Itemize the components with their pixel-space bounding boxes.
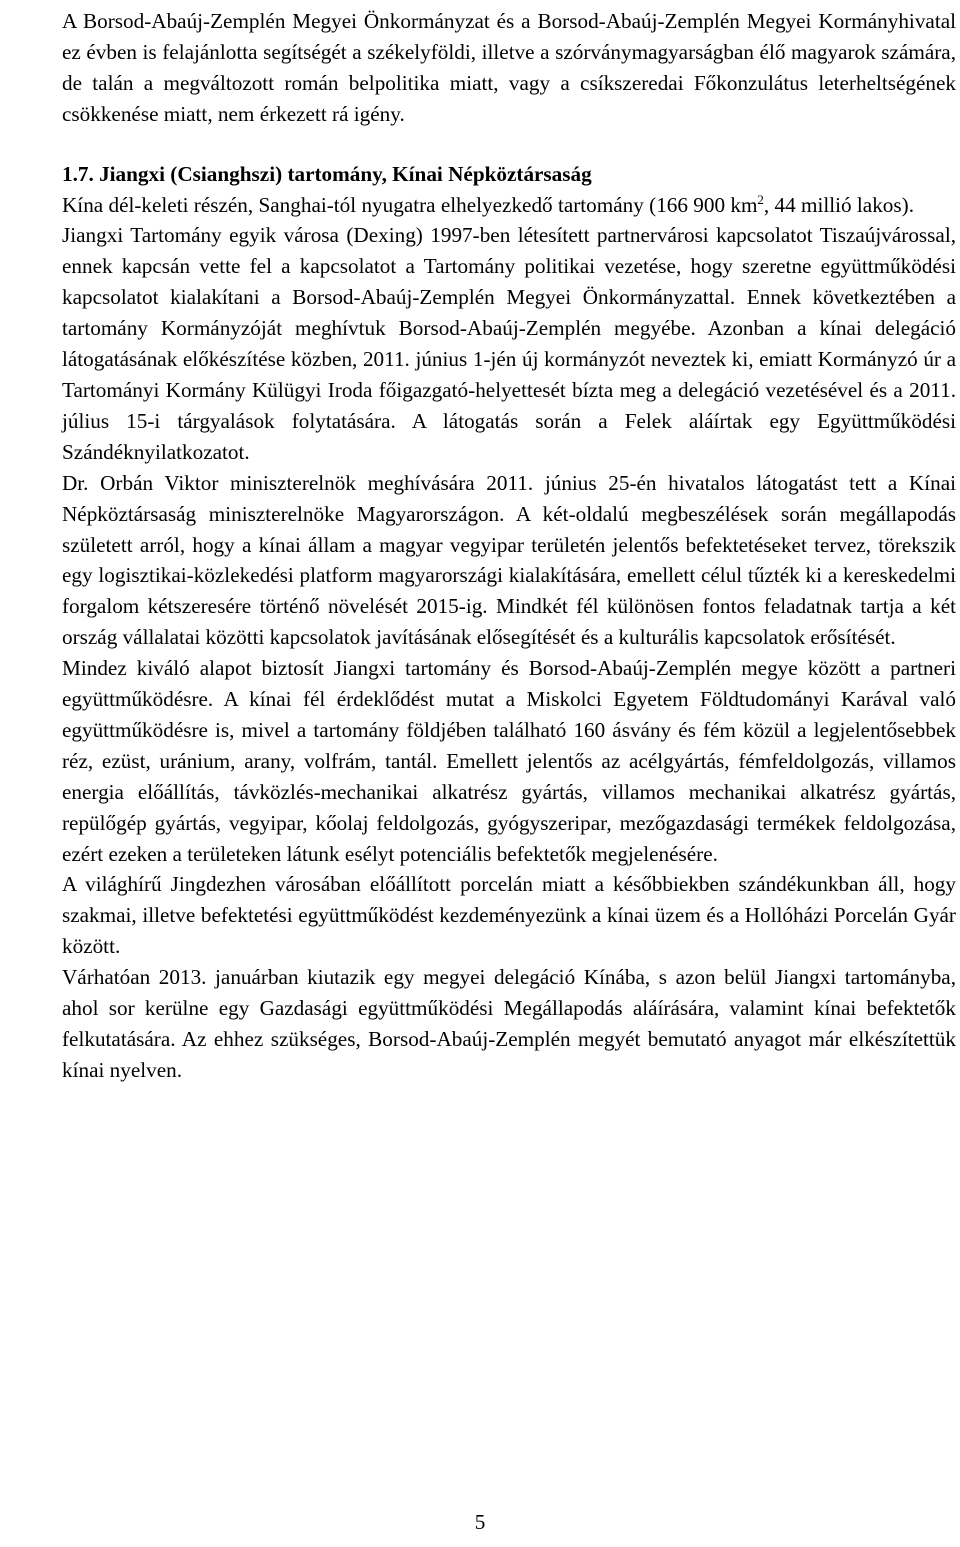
- page-number: 5: [474, 1510, 486, 1534]
- body-paragraph-5: Várhatóan 2013. januárban kiutazik egy megyei delegáció Kínába, s azon belül Jiangxi tartományba, ahol sor kerülne egy Gazdasági együttműködési Megállapodás aláírására, valamint kínai befektetők felkutatására. Az ehhez szükséges, Borsod-Abaúj-Zemplén megyét bemutató anyagot már elkészítettük kínai nyelven.: [62, 965, 956, 1082]
- section-summary: [62, 190, 956, 221]
- body-paragraph-2: Dr. Orbán Viktor miniszterelnök meghívására 2011. június 25-én hivatalos látogatást tett a Kínai Népköztársaság miniszterelnöke Magyarországon. A két-oldalú megbeszélések során megállapodás született arról, hogy a kínai állam a magyar vegyipar területén jelentős befektetéseket tervez, törekszik egy logisztikai-közlekedési platform magyarországi kialakítására, emellett célul tűzték ki a kereskedelmi forgalom kétszeresére történő növelését 2015-ig. Mindkét fél különösen fontos feladatnak tartja a két ország vállalatai közötti kapcsolatok javításának elősegítését és a kulturális kapcsolatok erősítését.: [62, 470, 956, 650]
- summary-text: Kína dél-keleti részén, Sanghai-tól nyugatra elhelyezkedő tartomány (166 900 km: [62, 192, 758, 217]
- body-paragraph-1: Jiangxi Tartomány egyik városa (Dexing) 1997-ben létesített partnervárosi kapcsolatot Tiszaújvárossal, ennek kapcsán vette fel a kapcsolatot a Tartomány politikai vezetése, hogy szeretne együttműködési kapcsolatot kialakítani a Borsod-Abaúj-Zemplén Megyei Önkormányzattal. Ennek következtében a tartomány Kormányzóját meghívtuk Borsod-Abaúj-Zemplén megyébe. Azonban a kínai delegáció látogatásának előkészítése közben, 2011. június 1-jén új kormányzót neveztek ki, emiatt Kormányzó úr a Tartományi Kormány Külügyi Iroda főigazgató-helyettesét bízta meg a delegáció vezetésével és a 2011. július 15-i tárgyalások folytatására. A látogatás során a Felek aláírtak egy Együttműködési Szándéknyilatkozatot.: [62, 223, 956, 464]
- body-paragraph-4: A világhírű Jingdezhen városában előállított porcelán miatt a későbbiekben szándékunkban áll, hogy szakmai, illetve befektetési együttműködést kezdeményezünk a kínai üzem és a Hollóházi Porcelán Gyár között.: [62, 872, 956, 959]
- paragraph-gap: [62, 130, 956, 159]
- body-paragraph-3: Mindez kiváló alapot biztosít Jiangxi tartomány és Borsod-Abaúj-Zemplén megye között a partneri együttműködésre. A kínai fél érdeklődést mutat a Miskolci Egyetem Földtudományi Karával való együttműködésre is, mivel a tartomány földjében található 160 ásvány és fém közül a legjelentősebbek réz, ezüst, uránium, arany, volfrám, tantál. Emellett jelentős az acélgyártás, fémfeldolgozás, villamos energia előállítás, távközlés-mechanikai alkatrész gyártás, villamos mechanikai alkatrész gyártás, repülőgép gyártás, vegyipar, kőolaj feldolgozás, gyógyszeripar, mezőgazdasági termékek feldolgozása, ezért ezeken a területeken látunk esélyt potenciális befektetők megjelenésére.: [62, 656, 956, 866]
- summary-text-end: , 44 millió lakos).: [763, 192, 914, 217]
- superscript-2: 2: [757, 191, 764, 207]
- intro-paragraph: A Borsod-Abaúj-Zemplén Megyei Önkormányzat és a Borsod-Abaúj-Zemplén Megyei Kormányhivatal ez évben is felajánlotta segítségét a székelyföldi, illetve a szórványmagyarságban élő magyarok számára, de talán a megváltozott román belpolitika miatt, vagy a csíkszeredai Főkonzulátus leterheltségének csökkenése miatt, nem érkezett rá igény.: [62, 9, 956, 126]
- document-page: [62, 6, 956, 1086]
- section-heading: 1.7. Jiangxi (Csianghszi) tartomány, Kínai Népköztársaság: [62, 161, 592, 186]
